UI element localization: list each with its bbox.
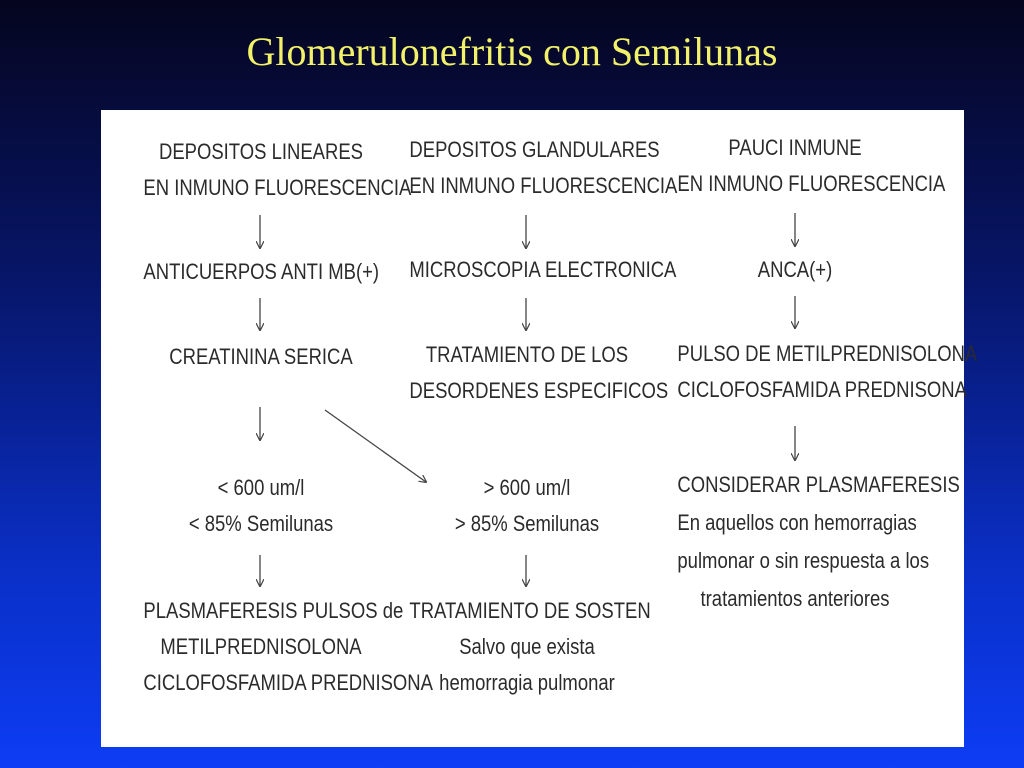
node-pauci-inmune: PAUCI INMUNE EN INMUNO FLUORESCENCIA xyxy=(677,135,946,196)
node-considerar-plasmaferesis: CONSIDERAR PLASMAFERESIS En aquellos con hemorragias pulmonar o sin respuesta a los tratamientos anteriores xyxy=(677,472,960,611)
slide-title: Glomerulonefritis con Semilunas xyxy=(246,29,778,74)
node-anca: ANCA(+) xyxy=(757,257,833,282)
node-tratamiento-sosten: TRATAMIENTO DE SOSTEN Salvo que exista hemorragia pulmonar xyxy=(409,598,651,695)
node-creatinina-serica: CREATININA SERICA xyxy=(169,344,353,369)
flowchart-panel xyxy=(101,110,978,747)
arrow-diagonal xyxy=(325,410,426,482)
flow-arrows xyxy=(101,110,978,747)
node-pulso-metilprednisolona: PULSO DE METILPREDNISOLONA CICLOFOSFAMIDA PREDNISONA xyxy=(677,341,978,402)
node-anticuerpos-anti-mb: ANTICUERPOS ANTI MB(+) xyxy=(143,259,380,284)
node-depositos-lineares: DEPOSITOS LINEARES EN INMUNO FLUORESCENCIA xyxy=(143,139,412,200)
node-menor-600: < 600 um/l < 85% Semilunas xyxy=(188,475,334,536)
node-mayor-600: > 600 um/l > 85% Semilunas xyxy=(454,475,600,536)
node-depositos-glandulares: DEPOSITOS GLANDULARES EN INMUNO FLUORESCENCIA xyxy=(409,137,678,198)
node-tratamiento-desordenes: TRATAMIENTO DE LOS DESORDENES ESPECIFICOS xyxy=(409,342,669,403)
node-microscopia-electronica: MICROSCOPIA ELECTRONICA xyxy=(409,257,677,282)
node-plasmaferesis-pulsos: PLASMAFERESIS PULSOS de METILPREDNISOLONA CICLOFOSFAMIDA PREDNISONA xyxy=(143,598,433,695)
